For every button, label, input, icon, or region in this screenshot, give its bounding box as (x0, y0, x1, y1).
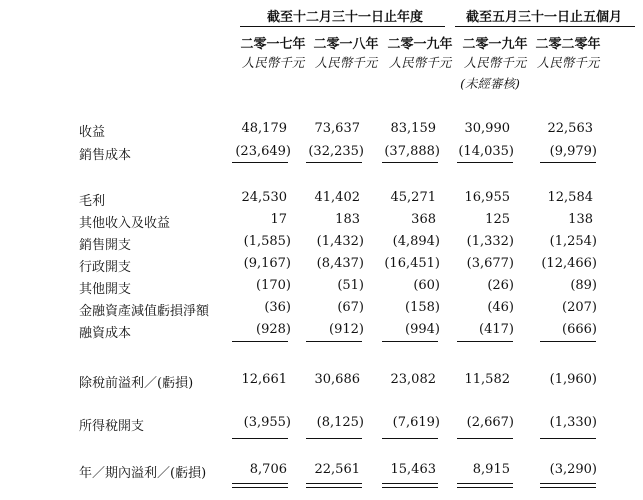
table-cell: (928) (256, 322, 291, 337)
table-cell: (8,125) (316, 415, 364, 430)
table-cell: 16,955 (464, 190, 510, 205)
row-label-selling-expenses: 銷售開支 (79, 238, 132, 253)
column-note-unaudited: (未經審核) (460, 76, 520, 91)
row-label-revenue: 收益 (79, 125, 106, 140)
table-cell: (16,451) (384, 256, 440, 271)
table-cell: (14,035) (458, 144, 514, 159)
group-header-year-ended-dec: 截至十二月三十一日止年度 (266, 10, 423, 25)
table-cell: (1,960) (549, 372, 597, 387)
subtotal-rule (306, 162, 362, 163)
table-cell: (1,330) (549, 415, 597, 430)
subtotal-rule (540, 341, 596, 342)
total-double-rule (540, 483, 596, 488)
table-cell: (36) (264, 300, 291, 315)
subtotal-rule (232, 162, 288, 163)
table-cell: 83,159 (390, 121, 436, 136)
group-header-five-months-may: 截至五月三十一日止五個月 (465, 10, 622, 25)
row-label-finance-costs: 融資成本 (79, 326, 132, 341)
table-cell: 22,563 (547, 121, 593, 136)
column-unit: 人民幣千元 (314, 55, 378, 70)
column-year-2019: 二零一九年 (387, 37, 453, 52)
row-label-gross-profit: 毛利 (79, 194, 106, 209)
table-cell: (2,667) (466, 415, 514, 430)
table-cell: 30,686 (314, 372, 360, 387)
table-cell: 8,706 (249, 462, 287, 477)
table-cell: 138 (568, 212, 593, 227)
table-cell: 22,561 (314, 462, 360, 477)
table-cell: (4,894) (392, 234, 440, 249)
table-cell: (1,254) (549, 234, 597, 249)
column-unit: 人民幣千元 (536, 55, 600, 70)
table-cell: (26) (487, 278, 514, 293)
subtotal-rule (306, 438, 362, 439)
row-label-admin-expenses: 行政開支 (79, 260, 132, 275)
column-year-2020-interim: 二零二零年 (535, 37, 601, 52)
table-cell: 183 (335, 212, 360, 227)
group-header-underline (240, 26, 445, 27)
group-header-underline (455, 26, 635, 27)
table-cell: 23,082 (390, 372, 436, 387)
total-double-rule (457, 483, 513, 488)
subtotal-rule (382, 162, 438, 163)
row-label-profit-for-period: 年／期內溢利／(虧損) (79, 466, 207, 481)
table-cell: (67) (337, 300, 364, 315)
subtotal-rule (232, 438, 288, 439)
row-label-other-income: 其他收入及收益 (79, 216, 171, 231)
table-cell: 17 (270, 212, 287, 227)
subtotal-rule (457, 341, 513, 342)
table-cell: 73,637 (314, 121, 360, 136)
table-cell: (23,649) (235, 144, 291, 159)
table-cell: (417) (479, 322, 514, 337)
table-cell: 368 (411, 212, 436, 227)
table-cell: (994) (405, 322, 440, 337)
subtotal-rule (540, 162, 596, 163)
row-label-other-expenses: 其他開支 (79, 282, 132, 297)
table-cell: (1,585) (243, 234, 291, 249)
table-cell: (8,437) (316, 256, 364, 271)
total-double-rule (306, 483, 362, 488)
table-cell: (3,955) (243, 415, 291, 430)
table-cell: (32,235) (308, 144, 364, 159)
table-cell: (51) (337, 278, 364, 293)
subtotal-rule (232, 341, 288, 342)
subtotal-rule (457, 438, 513, 439)
row-label-impairment-losses: 金融資產減值虧損淨額 (79, 304, 210, 319)
table-cell: (158) (405, 300, 440, 315)
table-cell: (7,619) (392, 415, 440, 430)
table-cell: 15,463 (390, 462, 436, 477)
table-cell: (12,466) (541, 256, 597, 271)
column-year-2018: 二零一八年 (313, 37, 379, 52)
table-cell: (1,432) (316, 234, 364, 249)
table-cell: 11,582 (464, 372, 510, 387)
table-cell: (1,332) (466, 234, 514, 249)
table-cell: 30,990 (464, 121, 510, 136)
table-cell: (46) (487, 300, 514, 315)
table-cell: 12,584 (547, 190, 593, 205)
row-label-cost-of-sales: 銷售成本 (79, 148, 132, 163)
subtotal-rule (306, 341, 362, 342)
table-cell: 125 (485, 212, 510, 227)
subtotal-rule (382, 341, 438, 342)
subtotal-rule (540, 438, 596, 439)
table-cell: 24,530 (241, 190, 287, 205)
table-cell: (9,979) (549, 144, 597, 159)
table-cell: (3,290) (549, 462, 597, 477)
table-cell: 48,179 (241, 121, 287, 136)
table-cell: (9,167) (243, 256, 291, 271)
table-cell: (170) (256, 278, 291, 293)
column-unit: 人民幣千元 (241, 55, 305, 70)
table-cell: (207) (562, 300, 597, 315)
table-cell: 8,915 (472, 462, 510, 477)
subtotal-rule (457, 162, 513, 163)
table-cell: (60) (413, 278, 440, 293)
table-cell: (3,677) (466, 256, 514, 271)
table-cell: (666) (562, 322, 597, 337)
subtotal-rule (382, 438, 438, 439)
table-cell: 41,402 (314, 190, 360, 205)
table-cell: 12,661 (241, 372, 287, 387)
row-label-income-tax: 所得稅開支 (79, 419, 145, 434)
table-cell: (912) (329, 322, 364, 337)
table-cell: 45,271 (390, 190, 436, 205)
column-year-2019-interim: 二零一九年 (462, 37, 528, 52)
total-double-rule (232, 483, 288, 488)
column-unit: 人民幣千元 (388, 55, 452, 70)
row-label-profit-before-tax: 除稅前溢利／(虧損) (79, 376, 194, 391)
column-unit: 人民幣千元 (463, 55, 527, 70)
column-year-2017: 二零一七年 (240, 37, 306, 52)
table-cell: (89) (570, 278, 597, 293)
table-cell: (37,888) (384, 144, 440, 159)
total-double-rule (382, 483, 438, 488)
